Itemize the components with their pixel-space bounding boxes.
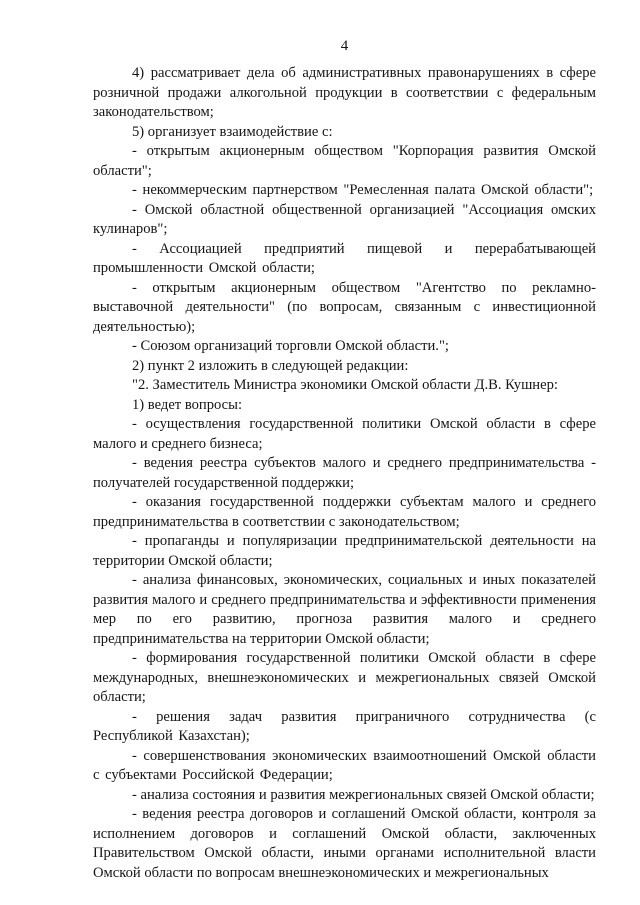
paragraph-leads-issues: 1) ведет вопросы: xyxy=(132,396,243,413)
paragraph-item-5: 5) организует взаимодействие с: xyxy=(132,123,333,140)
document-body xyxy=(93,64,596,883)
paragraph-craft-chamber: - некоммерческим партнерством "Ремесленная палата Омской области"; xyxy=(132,182,594,198)
paragraph-agreements-registry: - ведения реестра договоров и соглашений Омской области, контроля за исполнением договоров и соглашений Омской области, заключенных Правительством Омской области, иными органами исполнительной власти Омской области по вопросам внешнеэкономических и межрегиональных xyxy=(93,806,596,881)
paragraph-state-support: - оказания государственной поддержки субъектам малого и среднего предпринимательства в соответствии с законодательством; xyxy=(93,494,596,530)
paragraph-promotion: - пропаганды и популяризации предпринимательской деятельности на территории Омской области; xyxy=(93,533,596,569)
paragraph-culinary-association: - Омской областной общественной организацией "Ассоциация омских кулинаров"; xyxy=(93,201,596,237)
paragraph-economic-relations: - совершенствования экономических взаимоотношений Омской области с субъектами Российской Федерации; xyxy=(93,747,596,783)
paragraph-trade-union: - Союзом организаций торговли Омской области."; xyxy=(132,338,449,354)
paragraph-item-4: 4) рассматривает дела об административных правонарушениях в сфере розничной продажи алкогольной продукции в соответствии с федеральным законодательством; xyxy=(93,65,596,120)
paragraph-foreign-relations-policy: - формирования государственной политики Омской области в сфере международных, внешнеэкономических и межрегиональных связей Омской области; xyxy=(93,650,596,705)
paragraph-sme-registry: - ведения реестра субъектов малого и среднего предпринимательства - получателей государственной поддержки; xyxy=(93,455,596,491)
paragraph-analysis: - анализа финансовых, экономических, социальных и иных показателей развития малого и среднего предпринимательства и эффективности применения мер по его развитию, прогноза развития малого и среднего предпринимательства на территории Омской области; xyxy=(93,572,596,647)
page-number: 4 xyxy=(340,38,349,54)
paragraph-deputy-minister: "2. Заместитель Министра экономики Омской области Д.В. Кушнер: xyxy=(132,377,558,393)
paragraph-interregional-analysis: - анализа состояния и развития межрегиональных связей Омской области; xyxy=(132,786,595,803)
paragraph-corporation: - открытым акционерным обществом "Корпорация развития Омской области"; xyxy=(93,143,596,179)
paragraph-border-cooperation: - решения задач развития приграничного сотрудничества (с Республикой Казахстан); xyxy=(93,708,596,744)
paragraph-clause-2: 2) пункт 2 изложить в следующей редакции: xyxy=(132,357,409,374)
paragraph-food-industry-association: - Ассоциацией предприятий пищевой и перерабатывающей промышленности Омской области; xyxy=(93,240,596,276)
paragraph-state-policy-sme: - осуществления государственной политики Омской области в сфере малого и среднего бизнеса; xyxy=(93,416,596,452)
paragraph-exhibition-agency: - открытым акционерным обществом "Агентство по рекламно-выставочной деятельности" (по вопросам, связанным с инвестиционной деятельностью); xyxy=(93,279,596,335)
